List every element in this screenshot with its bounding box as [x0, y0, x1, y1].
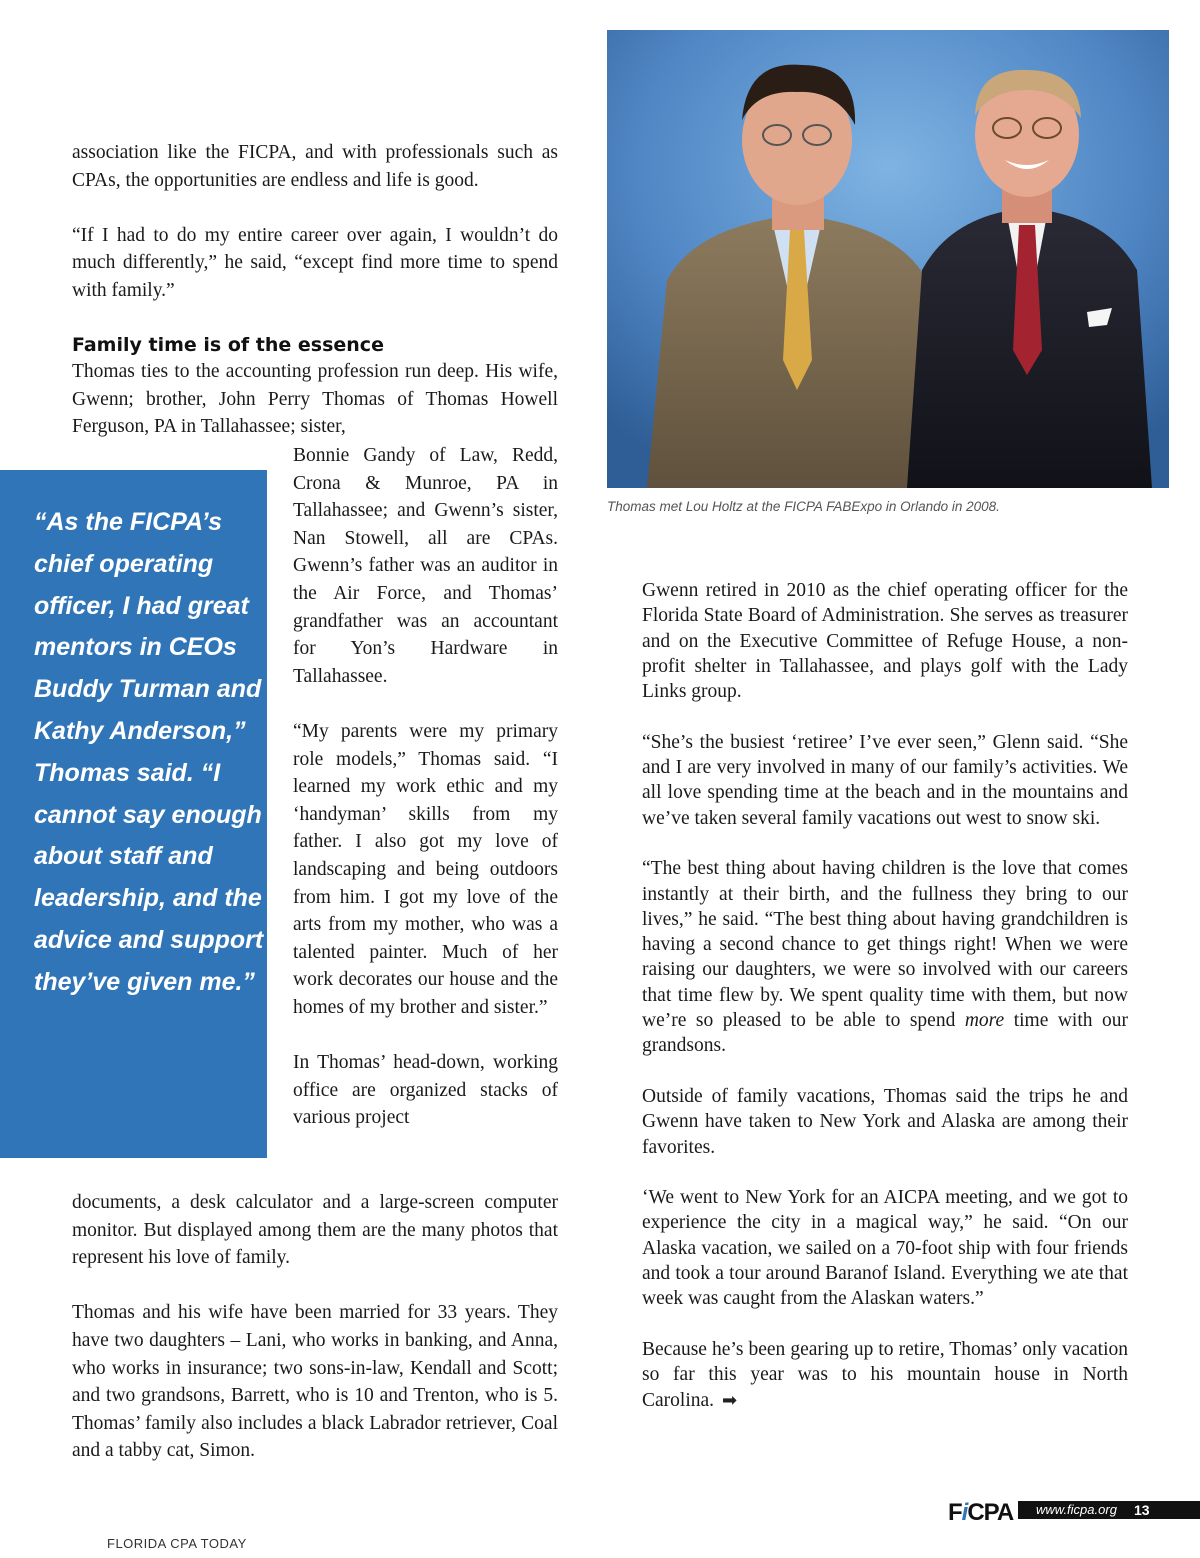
body-paragraph: “If I had to do my entire career over again, I wouldn’t do much differently,” he said, “except find more time to spend with family.”: [72, 224, 558, 301]
text-run: Because he’s been gearing up to retire, Thomas’ only vacation so far this year was to his mountain house in North Carolina.: [642, 1338, 1128, 1411]
section-subhead: Family time is of the essence: [72, 334, 384, 357]
body-paragraph: “She’s the busiest ‘retiree’ I’ve ever seen,” Glenn said. “She and I are very involved in many of our family’s activities. We all love spending time at the beach and in the mountains and we’ve taken several family vacations out west to snow ski.: [642, 731, 1128, 829]
left-column-top: [72, 139, 558, 441]
body-paragraph: Gwenn retired in 2010 as the chief operating officer for the Florida State Board of Administration. She serves as treasurer and on the Executive Committee of Refuge House, a non-profit shelter in Tallahassee, and plays golf with the Lady Links group.: [642, 580, 1128, 703]
text-run: “The best thing about having children is the love that comes instantly at their birth, and the fullness they bring to our lives,” he said. “The best thing about having grandchildren is having a second chance to get things right! When we were raising our daughters, we were so involved with our careers that time flew by. We spent quality time with them, but now we’re so pleased to be able to spend: [642, 858, 1128, 1032]
emphasis: more: [964, 1010, 1005, 1032]
photo-thomas-and-lou-holtz: [607, 30, 1169, 488]
left-column-narrow: [293, 442, 558, 1132]
body-paragraph: Thomas and his wife have been married for 33 years. They have two daughters – Lani, who works in banking, and Anna, who works in insurance; two sons-in-law, Kendall and Scott; and two grandsons, Barrett, who is 10 and Trenton, who is 5. Thomas’ family also includes a black Labrador retriever, Coal and a tabby cat, Simon.: [72, 1302, 558, 1462]
left-column-bottom: [72, 1189, 558, 1465]
page-number: 13: [1134, 1502, 1150, 1518]
pullquote: “As the FICPA’s chief operating officer, I had great mentors in CEOs Buddy Turman and Kathy Anderson,” Thomas said. “I cannot say enough about staff and leadership, and the advice and support they’ve given me.”: [34, 508, 264, 996]
ficpa-logo: [948, 1499, 1013, 1527]
footer-url[interactable]: www.ficpa.org: [1036, 1502, 1117, 1517]
body-paragraph: [642, 856, 1128, 1058]
body-paragraph: In Thomas’ head-down, working office are organized stacks of various project: [293, 1052, 558, 1129]
body-paragraph: ‘We went to New York for an AICPA meeting, and we got to experience the city in a magical way,” he said. “On our Alaska vacation, we sailed on a 70-foot ship with four friends and took a tour around Baranof Island. Everything we ate that week was caught from the Alaskan waters.”: [642, 1187, 1128, 1310]
photo-caption: Thomas met Lou Holtz at the FICPA FABExpo in Orlando in 2008.: [607, 499, 1000, 514]
body-paragraph: Outside of family vacations, Thomas said the trips he and Gwenn have taken to New York and Alaska are among their favorites.: [642, 1085, 1128, 1158]
body-paragraph: association like the FICPA, and with professionals such as CPAs, the opportunities are endless and life is good.: [72, 142, 558, 191]
footer-publication: FLORIDA CPA TODAY: [107, 1536, 247, 1551]
body-paragraph: documents, a desk calculator and a large-screen computer monitor. But displayed among them are the many photos that represent his love of family.: [72, 1192, 558, 1269]
text-run: time with our grandsons.: [642, 1010, 1128, 1057]
body-paragraph: “My parents were my primary role models,” Thomas said. “I learned my work ethic and my ‘handyman’ skills from my father. I also got my love of landscaping and being outdoors from him. I got my love of the arts from my mother, who was a talented painter. Much of her work decorates our house and the homes of my brother and sister.”: [293, 720, 558, 1018]
right-column: [642, 578, 1128, 1413]
continue-arrow-icon: ➡: [722, 1389, 738, 1411]
body-paragraph: [642, 1337, 1128, 1413]
body-paragraph: Bonnie Gandy of Law, Redd, Crona & Munroe, PA in Tallahassee; and Gwenn’s sister, Nan Stowell, all are CPAs. Gwenn’s father was an auditor in the Air Force, and Thomas’ grandfather was an accountant for Yon’s Hardware in Tallahassee.: [293, 445, 558, 687]
body-paragraph: Thomas ties to the accounting profession run deep. His wife, Gwenn; brother, John Perry Thomas of Thomas Howell Ferguson, PA in Tallahassee; sister,: [72, 361, 558, 438]
logo-i: i: [961, 1499, 968, 1526]
logo-rest: CPA: [967, 1499, 1014, 1526]
logo-f: F: [948, 1499, 962, 1526]
